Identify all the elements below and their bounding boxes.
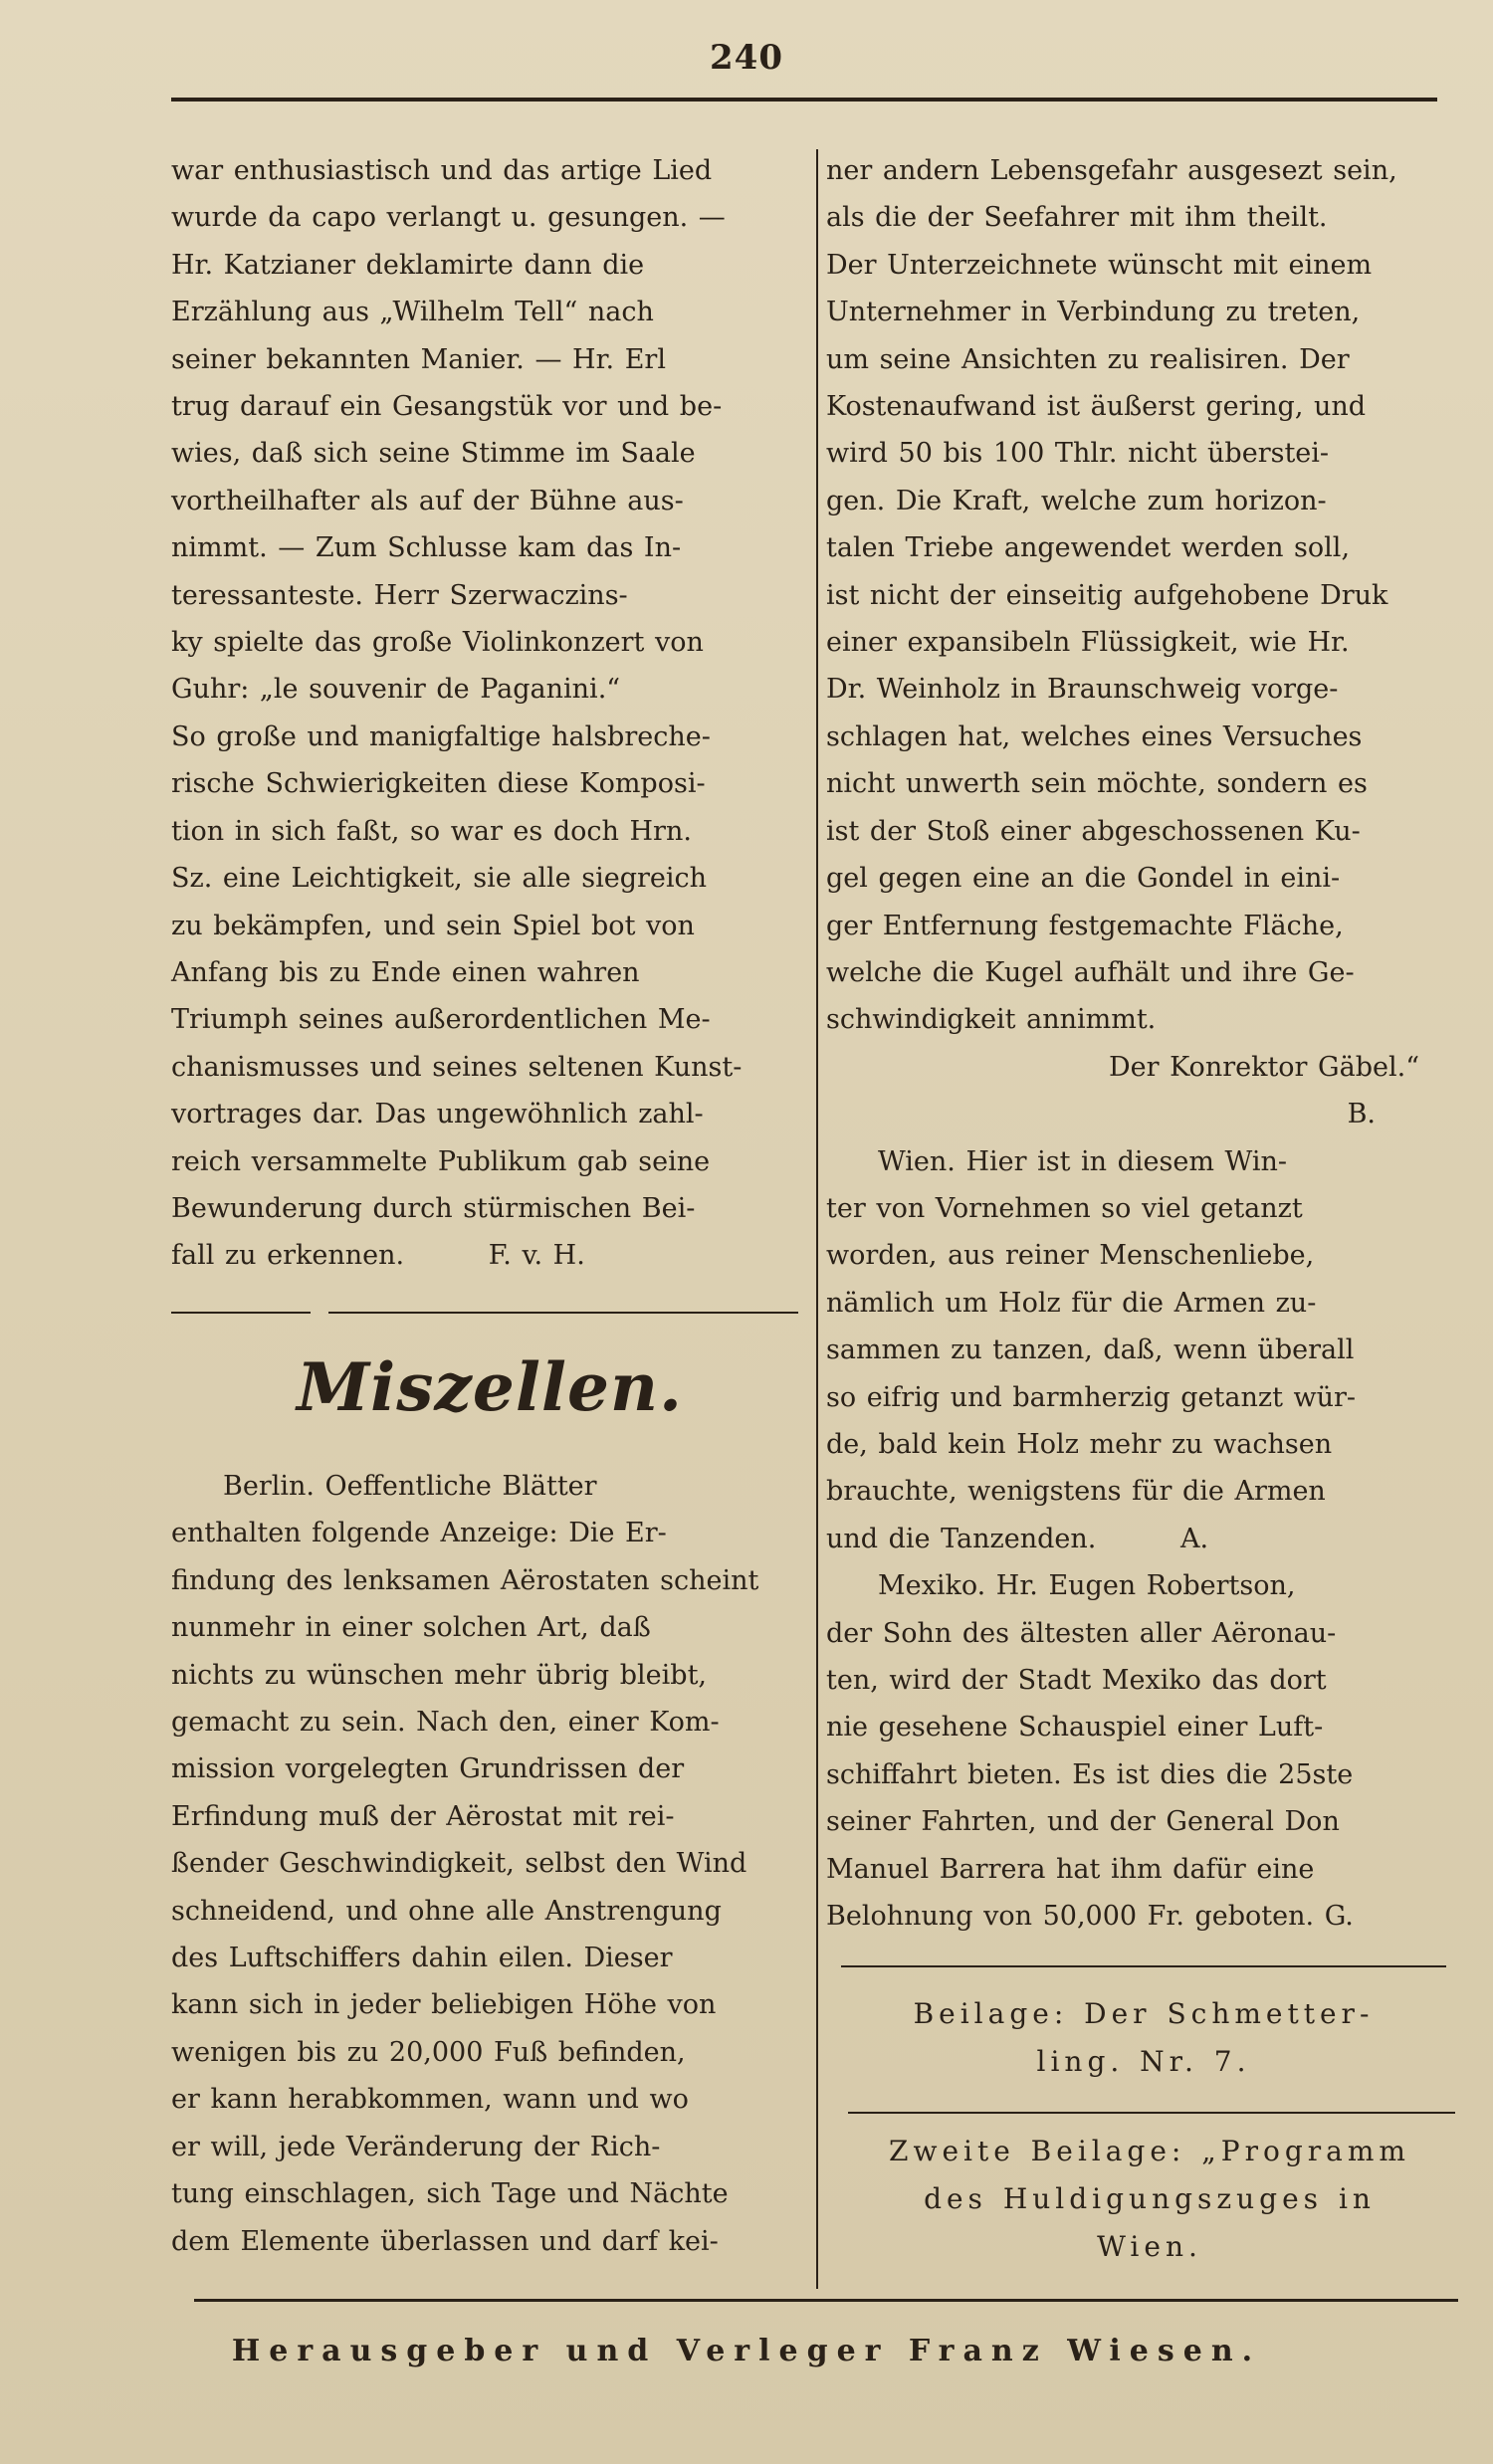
- line: tion in sich faßt, so war es doch Hrn.: [171, 815, 692, 847]
- line: schwindigkeit annimmt.: [826, 1004, 1157, 1036]
- line: Unternehmer in Verbindung zu treten,: [826, 297, 1361, 328]
- line: so eifrig und barmherzig getanzt wür-: [826, 1381, 1357, 1413]
- line: sammen zu tanzen, daß, wenn überall: [826, 1335, 1355, 1366]
- line: der Sohn des ältesten aller Aëronau-: [826, 1617, 1337, 1649]
- line: seiner Fahrten, und der General Don: [826, 1806, 1340, 1838]
- line: welche die Kugel aufhält und ihre Ge-: [826, 956, 1355, 988]
- line: enthalten folgende Anzeige: Die Er-: [171, 1518, 667, 1549]
- supplement-2: [841, 2128, 1458, 2271]
- line: gemacht zu sein. Nach den, einer Kom-: [171, 1707, 720, 1739]
- line: nicht unwerth sein möchte, sondern es: [826, 768, 1368, 800]
- line: teressanteste. Herr Szerwaczins-: [171, 579, 628, 611]
- line: Beilage: Der Schmetter-: [913, 1997, 1375, 2030]
- line: reich versammelte Publikum gab seine: [171, 1145, 711, 1177]
- line: nie gesehene Schauspiel einer Luft-: [826, 1712, 1324, 1744]
- line: brauchte, wenigstens für die Armen: [826, 1476, 1326, 1508]
- line: Wien. Hier ist in diesem Win-: [878, 1145, 1287, 1177]
- line: einer expansibeln Flüssigkeit, wie Hr.: [826, 627, 1350, 659]
- line: Wien.: [1097, 2230, 1202, 2263]
- line: und die Tanzenden. A.: [826, 1523, 1209, 1554]
- page-number: 240: [710, 38, 783, 78]
- line: Anfang bis zu Ende einen wahren: [171, 956, 640, 988]
- line: ter von Vornehmen so viel getanzt: [826, 1192, 1303, 1224]
- supplement-rule: [848, 2112, 1455, 2114]
- line: des Huldigungszuges in: [924, 2182, 1376, 2215]
- line: Zweite Beilage: „Programm: [889, 2135, 1410, 2167]
- line: wurde da capo verlangt u. gesungen. —: [171, 202, 726, 234]
- left-column-berlin: [171, 1463, 798, 2265]
- line: wenigen bis zu 20,000 Fuß befinden,: [171, 2036, 686, 2068]
- line: kann sich in jeder beliebigen Höhe von: [171, 1989, 717, 2021]
- line: als die der Seefahrer mit ihm theilt.: [826, 202, 1328, 234]
- line: de, bald kein Holz mehr zu wachsen: [826, 1428, 1333, 1460]
- line: er kann herabkommen, wann und wo: [171, 2084, 689, 2116]
- line: war enthusiastisch und das artige Lied: [171, 155, 713, 186]
- line: ner andern Lebensgefahr ausgesezt sein,: [826, 155, 1397, 186]
- line: rische Schwierigkeiten diese Komposi-: [171, 768, 706, 800]
- line: Sz. eine Leichtigkeit, sie alle siegreich: [171, 863, 708, 895]
- line: nimmt. — Zum Schlusse kam das In-: [171, 532, 682, 564]
- supplement-rule: [841, 1965, 1446, 1967]
- publisher-footer: Herausgeber und Verleger Franz Wiesen.: [231, 2334, 1262, 2368]
- line: schiffahrt bieten. Es ist dies die 25ste: [826, 1758, 1354, 1790]
- line: Mexiko. Hr. Eugen Robertson,: [878, 1570, 1296, 1602]
- line: mission vorgelegten Grundrissen der: [171, 1753, 685, 1785]
- line: So große und manigfaltige halsbreche-: [171, 720, 711, 752]
- line: nunmehr in einer solchen Art, daß: [171, 1612, 651, 1644]
- line: ling. Nr. 7.: [1036, 2045, 1251, 2078]
- line: schneidend, und ohne alle Anstrengung: [171, 1895, 722, 1927]
- left-column-concert: [171, 147, 798, 1280]
- line: Hr. Katzianer deklamirte dann die: [171, 249, 645, 281]
- line: vortrages dar. Das ungewöhnlich zahl-: [171, 1099, 704, 1130]
- line: ist der Stoß einer abgeschossenen Ku-: [826, 815, 1361, 847]
- line: ky spielte das große Violinkonzert von: [171, 627, 704, 659]
- line: des Luftschiffers dahin eilen. Dieser: [171, 1943, 673, 1974]
- line: Bewunderung durch stürmischen Bei-: [171, 1192, 696, 1224]
- column-divider: [816, 149, 818, 2289]
- line: fall zu erkennen. F. v. H.: [171, 1240, 585, 1272]
- header-rule: [171, 98, 1437, 102]
- line: wird 50 bis 100 Thlr. nicht überstei-: [826, 438, 1330, 470]
- line: dem Elemente überlassen und darf kei-: [171, 2225, 719, 2257]
- line: tung einschlagen, sich Tage und Nächte: [171, 2178, 729, 2210]
- line: Berlin. Oeffentliche Blätter: [223, 1471, 597, 1502]
- supplement-1: [841, 1990, 1446, 2086]
- line: Erzählung aus „Wilhelm Tell“ nach: [171, 297, 654, 328]
- line: seiner bekannten Manier. — Hr. Erl: [171, 343, 666, 375]
- line: ger Entfernung festgemachte Fläche,: [826, 910, 1344, 941]
- line: Belohnung von 50,000 Fr. geboten. G.: [826, 1901, 1354, 1933]
- line: findung des lenksamen Aërostaten scheint: [171, 1564, 759, 1596]
- right-column: [826, 147, 1455, 1940]
- line: Dr. Weinholz in Braunschweig vorge-: [826, 674, 1339, 706]
- line: zu bekämpfen, und sein Spiel bot von: [171, 910, 695, 941]
- line: Triumph seines außerordentlichen Me-: [171, 1004, 711, 1036]
- line: wies, daß sich seine Stimme im Saale: [171, 438, 696, 470]
- line: gel gegen eine an die Gondel in eini-: [826, 863, 1341, 895]
- line: Manuel Barrera hat ihm dafür eine: [826, 1853, 1315, 1885]
- line: nichts zu wünschen mehr übrig bleibt,: [171, 1659, 708, 1691]
- line: er will, jede Veränderung der Rich-: [171, 2131, 661, 2162]
- line: ist nicht der einseitig aufgehobene Druk: [826, 579, 1388, 611]
- line: vortheilhafter als auf der Bühne aus-: [171, 485, 684, 516]
- line: talen Triebe angewendet werden soll,: [826, 532, 1351, 564]
- line: ßender Geschwindigkeit, selbst den Wind: [171, 1848, 747, 1880]
- line: um seine Ansichten zu realisiren. Der: [826, 343, 1350, 375]
- section-heading: Miszellen.: [297, 1348, 683, 1426]
- section-rule: [171, 1312, 311, 1314]
- berlin-initial: B.: [1347, 1099, 1376, 1130]
- line: trug darauf ein Gesangstük vor und be-: [171, 391, 723, 423]
- section-rule: [328, 1312, 798, 1314]
- berlin-signature: Der Konrektor Gäbel.“: [1109, 1051, 1419, 1083]
- line: gen. Die Kraft, welche zum horizon-: [826, 485, 1327, 516]
- line: schlagen hat, welches eines Versuches: [826, 720, 1363, 752]
- footer-rule: [194, 2299, 1458, 2302]
- line: chanismusses und seines seltenen Kunst-: [171, 1051, 743, 1083]
- line: Erfindung muß der Aërostat mit rei-: [171, 1800, 675, 1832]
- line: Kostenaufwand ist äußerst gering, und: [826, 391, 1367, 423]
- line: Guhr: „le souvenir de Paganini.“: [171, 674, 621, 706]
- line: Der Unterzeichnete wünscht mit einem: [826, 249, 1373, 281]
- line: ten, wird der Stadt Mexiko das dort: [826, 1665, 1327, 1696]
- line: nämlich um Holz für die Armen zu-: [826, 1287, 1317, 1319]
- line: worden, aus reiner Menschenliebe,: [826, 1240, 1315, 1272]
